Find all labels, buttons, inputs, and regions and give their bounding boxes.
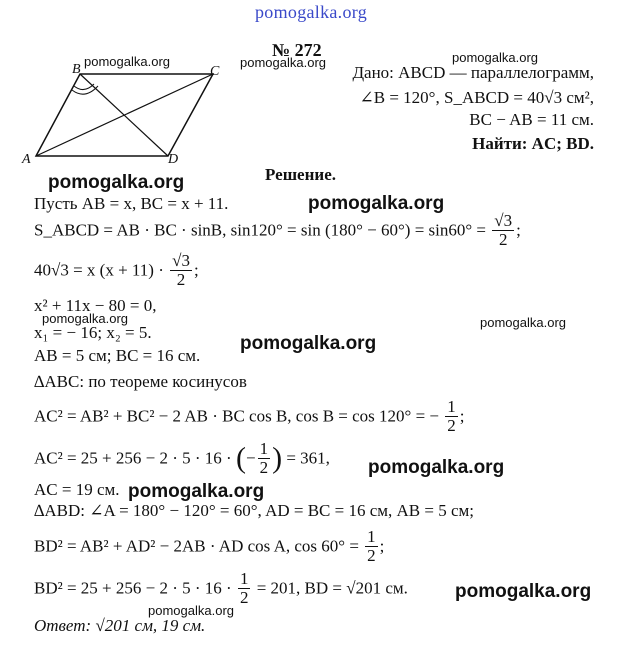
vertex-label-d: D (168, 152, 179, 167)
vertex-label-a: A (22, 152, 31, 167)
solution-line-3-text: 40√3 = x (x + 11) · (34, 260, 164, 280)
solution-line-6: AB = 5 см; BC = 16 см. (34, 346, 201, 365)
given-line-3: BC − AB = 11 см. (469, 110, 594, 129)
fraction-one-half (445, 398, 458, 435)
given-line-1: Дано: ABCD — параллелограмм, (352, 63, 594, 82)
fraction-denominator: 2 (498, 230, 508, 249)
answer-line: Ответ: √201 см, 19 см. (34, 616, 206, 635)
fraction-numerator: 1 (239, 569, 249, 588)
fraction-one-half (238, 570, 251, 607)
vertex-label-b: B (72, 62, 81, 77)
fraction-one-half (258, 440, 271, 477)
fraction-numerator: 1 (259, 439, 269, 458)
solution-line-3: 40√3 = x (x + 11) · $\frac{√3}{2}$ ; (34, 251, 199, 289)
fraction-denominator: 2 (367, 546, 376, 565)
solution-line-9-text: AC² = 25 + 256 − 2 · 5 · 16 · (34, 448, 232, 468)
fraction-denominator: 2 (239, 588, 249, 607)
fraction-denominator: 2 (176, 270, 186, 289)
fraction-one-half (365, 528, 378, 565)
parallelogram-figure (30, 62, 220, 172)
fraction-numerator: 1 (447, 397, 456, 416)
fraction-sqrt3-over-2 (170, 252, 192, 289)
diagonal-bd (80, 74, 168, 156)
fraction-numerator: √3 (172, 251, 190, 270)
watermark: pomogalka.org (240, 55, 326, 70)
watermark: pomogalka.org (128, 481, 265, 502)
watermark: pomogalka.org (42, 311, 128, 326)
watermark: pomogalka.org (148, 603, 234, 618)
watermark: pomogalka.org (84, 54, 170, 69)
solution-line-13-result: = 201, BD = √201 см. (256, 578, 408, 598)
solution-line-13-text: BD² = 25 + 256 − 2 · 5 · 16 · (34, 578, 232, 598)
vertex-label-c: C (210, 64, 220, 79)
solution-line-2: S_ABCD = AB · BC · sinB, sin120° = sin (180° − 60°) = sin60° = $\frac{√3}{2}$ ; (34, 211, 521, 249)
solution-line-13 (34, 570, 408, 607)
watermark: pomogalka.org (480, 315, 566, 330)
watermark-top: pomogalka.org (255, 2, 368, 22)
fraction-denominator: 2 (259, 458, 269, 477)
solution-line-10: AC = 19 см. (34, 480, 120, 499)
watermark: pomogalka.org (368, 457, 505, 478)
solution-line-5: x₁ = − 16; x₂ = 5. (34, 323, 152, 342)
solution-line-12: BD² = AB² + AD² − 2AB · AD cos A, cos 60° = $\frac{1}{2}$ ; (34, 527, 385, 565)
solution-line-1: Пусть AB = x, BC = x + 11. (34, 194, 229, 213)
solution-heading: Решение. (265, 165, 336, 184)
solution-line-2-text: S_ABCD = AB · BC · sinB, sin120° = sin (180° − 60°) = sin60° = (34, 220, 487, 240)
solution-line-12-text: BD² = AB² + AD² − 2AB · AD cos A, cos 60° = (34, 536, 359, 556)
fraction-denominator: 2 (447, 416, 456, 435)
solution-line-8-text: AC² = AB² + BC² − 2 AB · BC cos B, cos B = cos 120° = − (34, 406, 440, 426)
watermark: pomogalka.org (308, 193, 445, 214)
solution-line-4: x² + 11x − 80 = 0, (34, 296, 157, 315)
fraction-numerator: 1 (367, 527, 376, 546)
solution-line-8: AC² = AB² + BC² − 2 AB · BC cos B, cos B = cos 120° = − $\frac{1}{2}$ ; (34, 397, 465, 435)
given-line-2: ∠B = 120°, S_ABCD = 40√3 см², (359, 88, 594, 107)
solution-line-11: ∆ABD: ∠A = 180° − 120° = 60°, AD = BC = 16 см, AB = 5 см; (34, 501, 475, 520)
solution-line-9: AC² = 25 + 256 − 2 · 5 · 16 · (− $\frac{1}{2}$ ) = 361, (34, 439, 330, 477)
fraction-numerator: √3 (494, 211, 513, 230)
solution-line-9-result: = 361, (286, 448, 330, 468)
given-line-4: Найти: AC; BD. (472, 134, 594, 153)
watermark: pomogalka.org (240, 333, 377, 354)
problem-number: № 272 (272, 40, 322, 60)
solution-line-7: ∆ABC: по теореме косинусов (34, 372, 247, 391)
fraction-sqrt3-over-2 (492, 212, 514, 249)
watermark: pomogalka.org (455, 581, 592, 602)
watermark: pomogalka.org (48, 172, 185, 193)
watermark: pomogalka.org (452, 50, 538, 65)
